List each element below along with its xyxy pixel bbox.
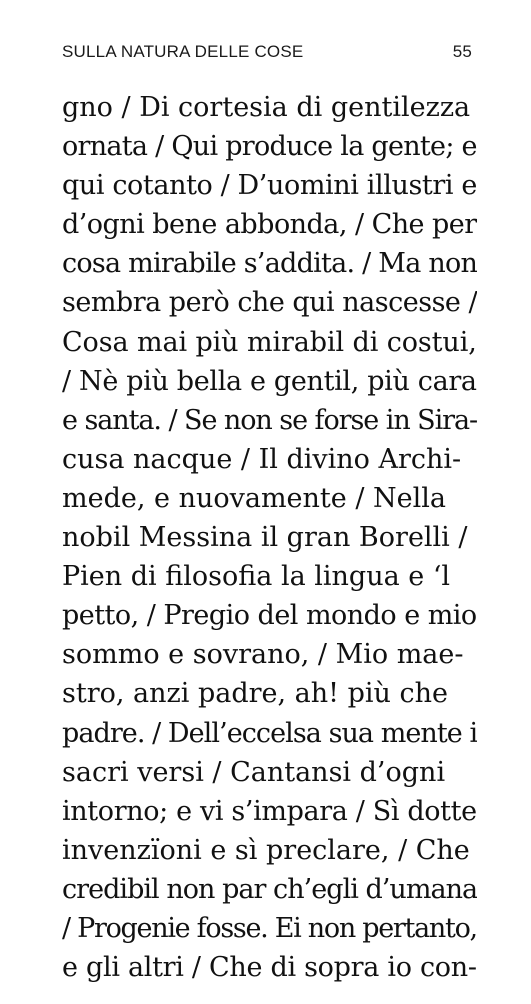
text-line: / Nè più bella e gentil, più cara	[62, 365, 477, 397]
text-line: mede, e nuovamente / Nella	[62, 482, 446, 514]
body-text	[62, 88, 477, 987]
running-title: SULLA NATURA DELLE COSE	[62, 42, 304, 61]
text-line: stro, anzi padre, ah! più che	[62, 678, 448, 710]
text-line: Cosa mai più mirabil di costui,	[62, 326, 477, 358]
text-line: Pien di filosofia la lingua e ‘l	[62, 561, 451, 593]
text-line: sacri versi / Cantansi d’ogni	[62, 756, 446, 788]
text-line: sommo e sovrano, / Mio mae-	[62, 639, 464, 671]
text-line: qui cotanto / D’uomini illustri e	[62, 170, 477, 202]
text-line: gno / Di cortesia di gentilezza	[62, 92, 471, 123]
text-line: petto, / Pregio del mondo e mio	[62, 600, 477, 632]
text-line: nobil Messina il gran Borelli /	[62, 522, 468, 554]
text-line: e santa. / Se non se forse in Sira-	[62, 404, 477, 436]
text-line: invenzïoni e sì preclare, / Che	[62, 834, 470, 866]
text-line: d’ogni bene abbonda, / Che per	[62, 209, 477, 241]
page-number: 55	[452, 42, 472, 61]
text-line: intorno; e vi s’impara / Sì dotte	[62, 795, 477, 827]
text-line: cusa nacque / Il divino Archi-	[62, 443, 462, 475]
text-line: ornata / Qui produce la gente; e	[62, 131, 477, 163]
text-line: cosa mirabile s’addita. / Ma non	[62, 248, 477, 280]
text-line: sembra però che qui nascesse /	[62, 287, 477, 319]
text-line: padre. / Dell’eccelsa sua mente i	[62, 717, 477, 749]
text-line: e gli altri / Che di sopra io con-	[62, 952, 477, 984]
running-head	[62, 42, 472, 64]
text-line: credibil non par ch’egli d’umana	[62, 873, 477, 905]
text-line: / Progenie fosse. Ei non pertanto,	[62, 912, 477, 944]
